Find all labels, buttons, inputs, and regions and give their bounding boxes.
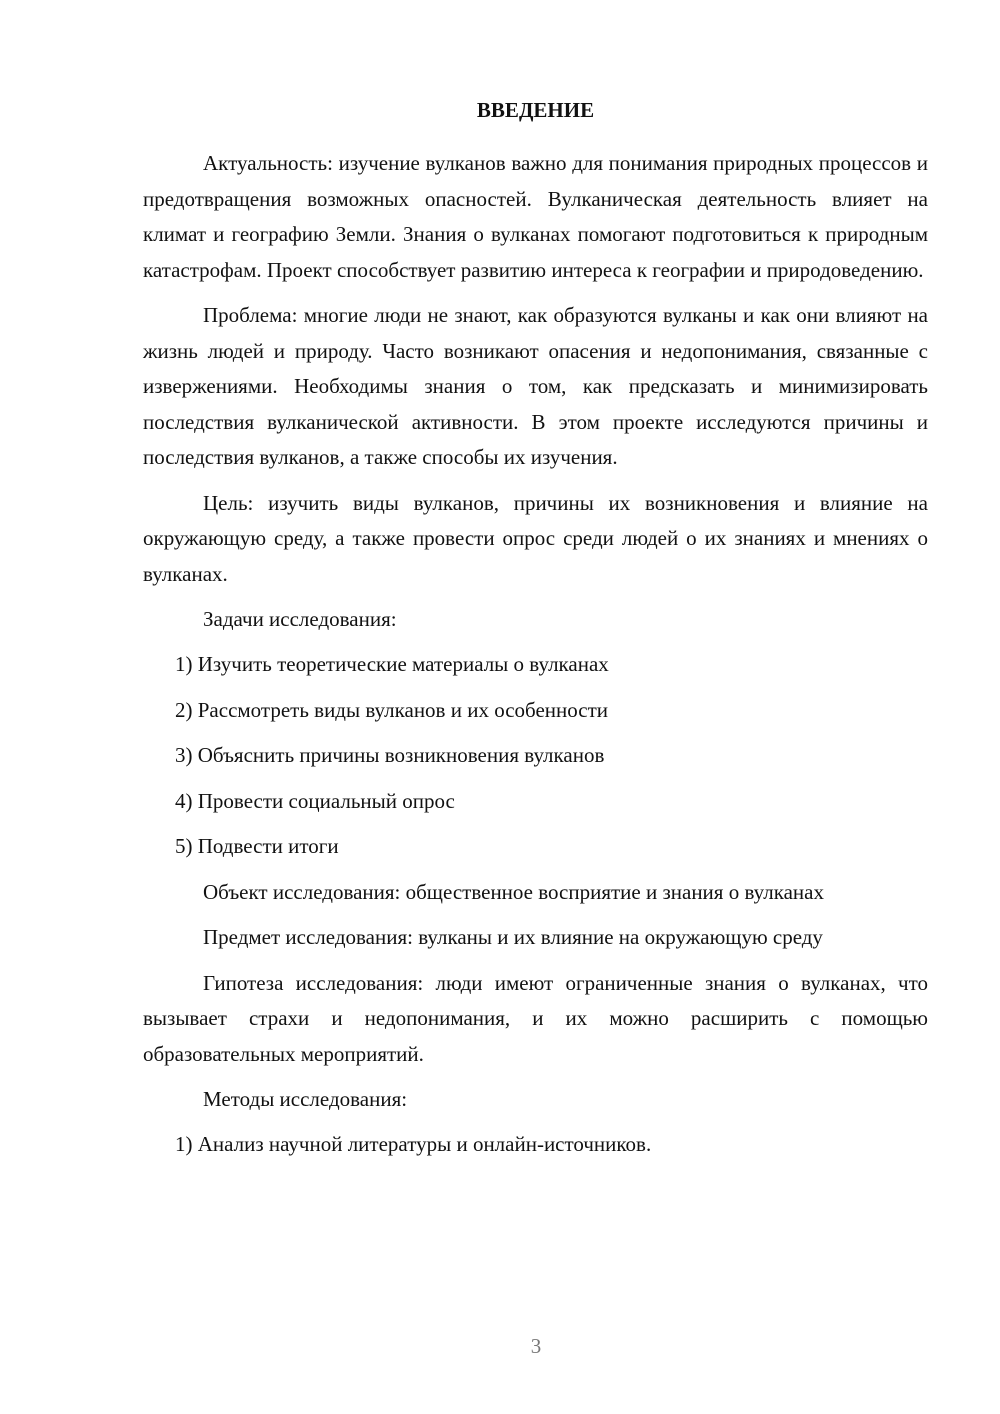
tasks-list	[143, 647, 928, 865]
hypothesis-paragraph: Гипотеза исследования: люди имеют ограниченные знания о вулканах, что вызывает страхи и недопонимания, и их можно расширить с помощью образовательных мероприятий.	[143, 970, 928, 1066]
document-page	[143, 92, 928, 1173]
methods-label: Методы исследования:	[203, 1087, 408, 1111]
tasks-label: Задачи исследования:	[203, 607, 397, 631]
page-number: 3	[530, 1334, 542, 1358]
task-item: 4) Провести социальный опрос	[175, 788, 455, 813]
goal-paragraph: Цель: изучить виды вулканов, причины их возникновения и влияние на окружающую среду, а также провести опрос среди людей о их знаниях и мнениях о вулканах.	[143, 490, 928, 586]
relevance-paragraph: Актуальность: изучение вулканов важно для понимания природных процессов и предотвращения возможных опасностей. Вулканическая деятельность влияет на климат и географию Земли. Знания о вулканах помогают подготовиться к природным катастрофам. Проект способствует развитию интереса к географии и природоведению.	[143, 151, 928, 282]
section-heading: ВВЕДЕНИЕ	[476, 98, 595, 122]
problem-paragraph: Проблема: многие люди не знают, как образуются вулканы и как они влияют на жизнь людей и природу. Часто возникают опасения и недопонимания, связанные с извержениями. Необходимы знания о том, как предсказать и минимизировать последствия вулканической активности. В этом проекте исследуются причины и последствия вулканов, а также способы их изучения.	[143, 303, 928, 469]
subject-paragraph: Предмет исследования: вулканы и их влияние на окружающую среду	[203, 925, 823, 949]
object-paragraph: Объект исследования: общественное восприятие и знания о вулканах	[203, 879, 824, 904]
task-item: 2) Рассмотреть виды вулканов и их особенности	[175, 697, 609, 722]
task-item: 5) Подвести итоги	[175, 834, 339, 858]
method-item: 1) Анализ научной литературы и онлайн-источников.	[175, 1132, 652, 1156]
methods-list	[143, 1127, 928, 1163]
task-item: 1) Изучить теоретические материалы о вулканах	[175, 652, 609, 676]
task-item: 3) Объяснить причины возникновения вулканов	[175, 743, 605, 767]
